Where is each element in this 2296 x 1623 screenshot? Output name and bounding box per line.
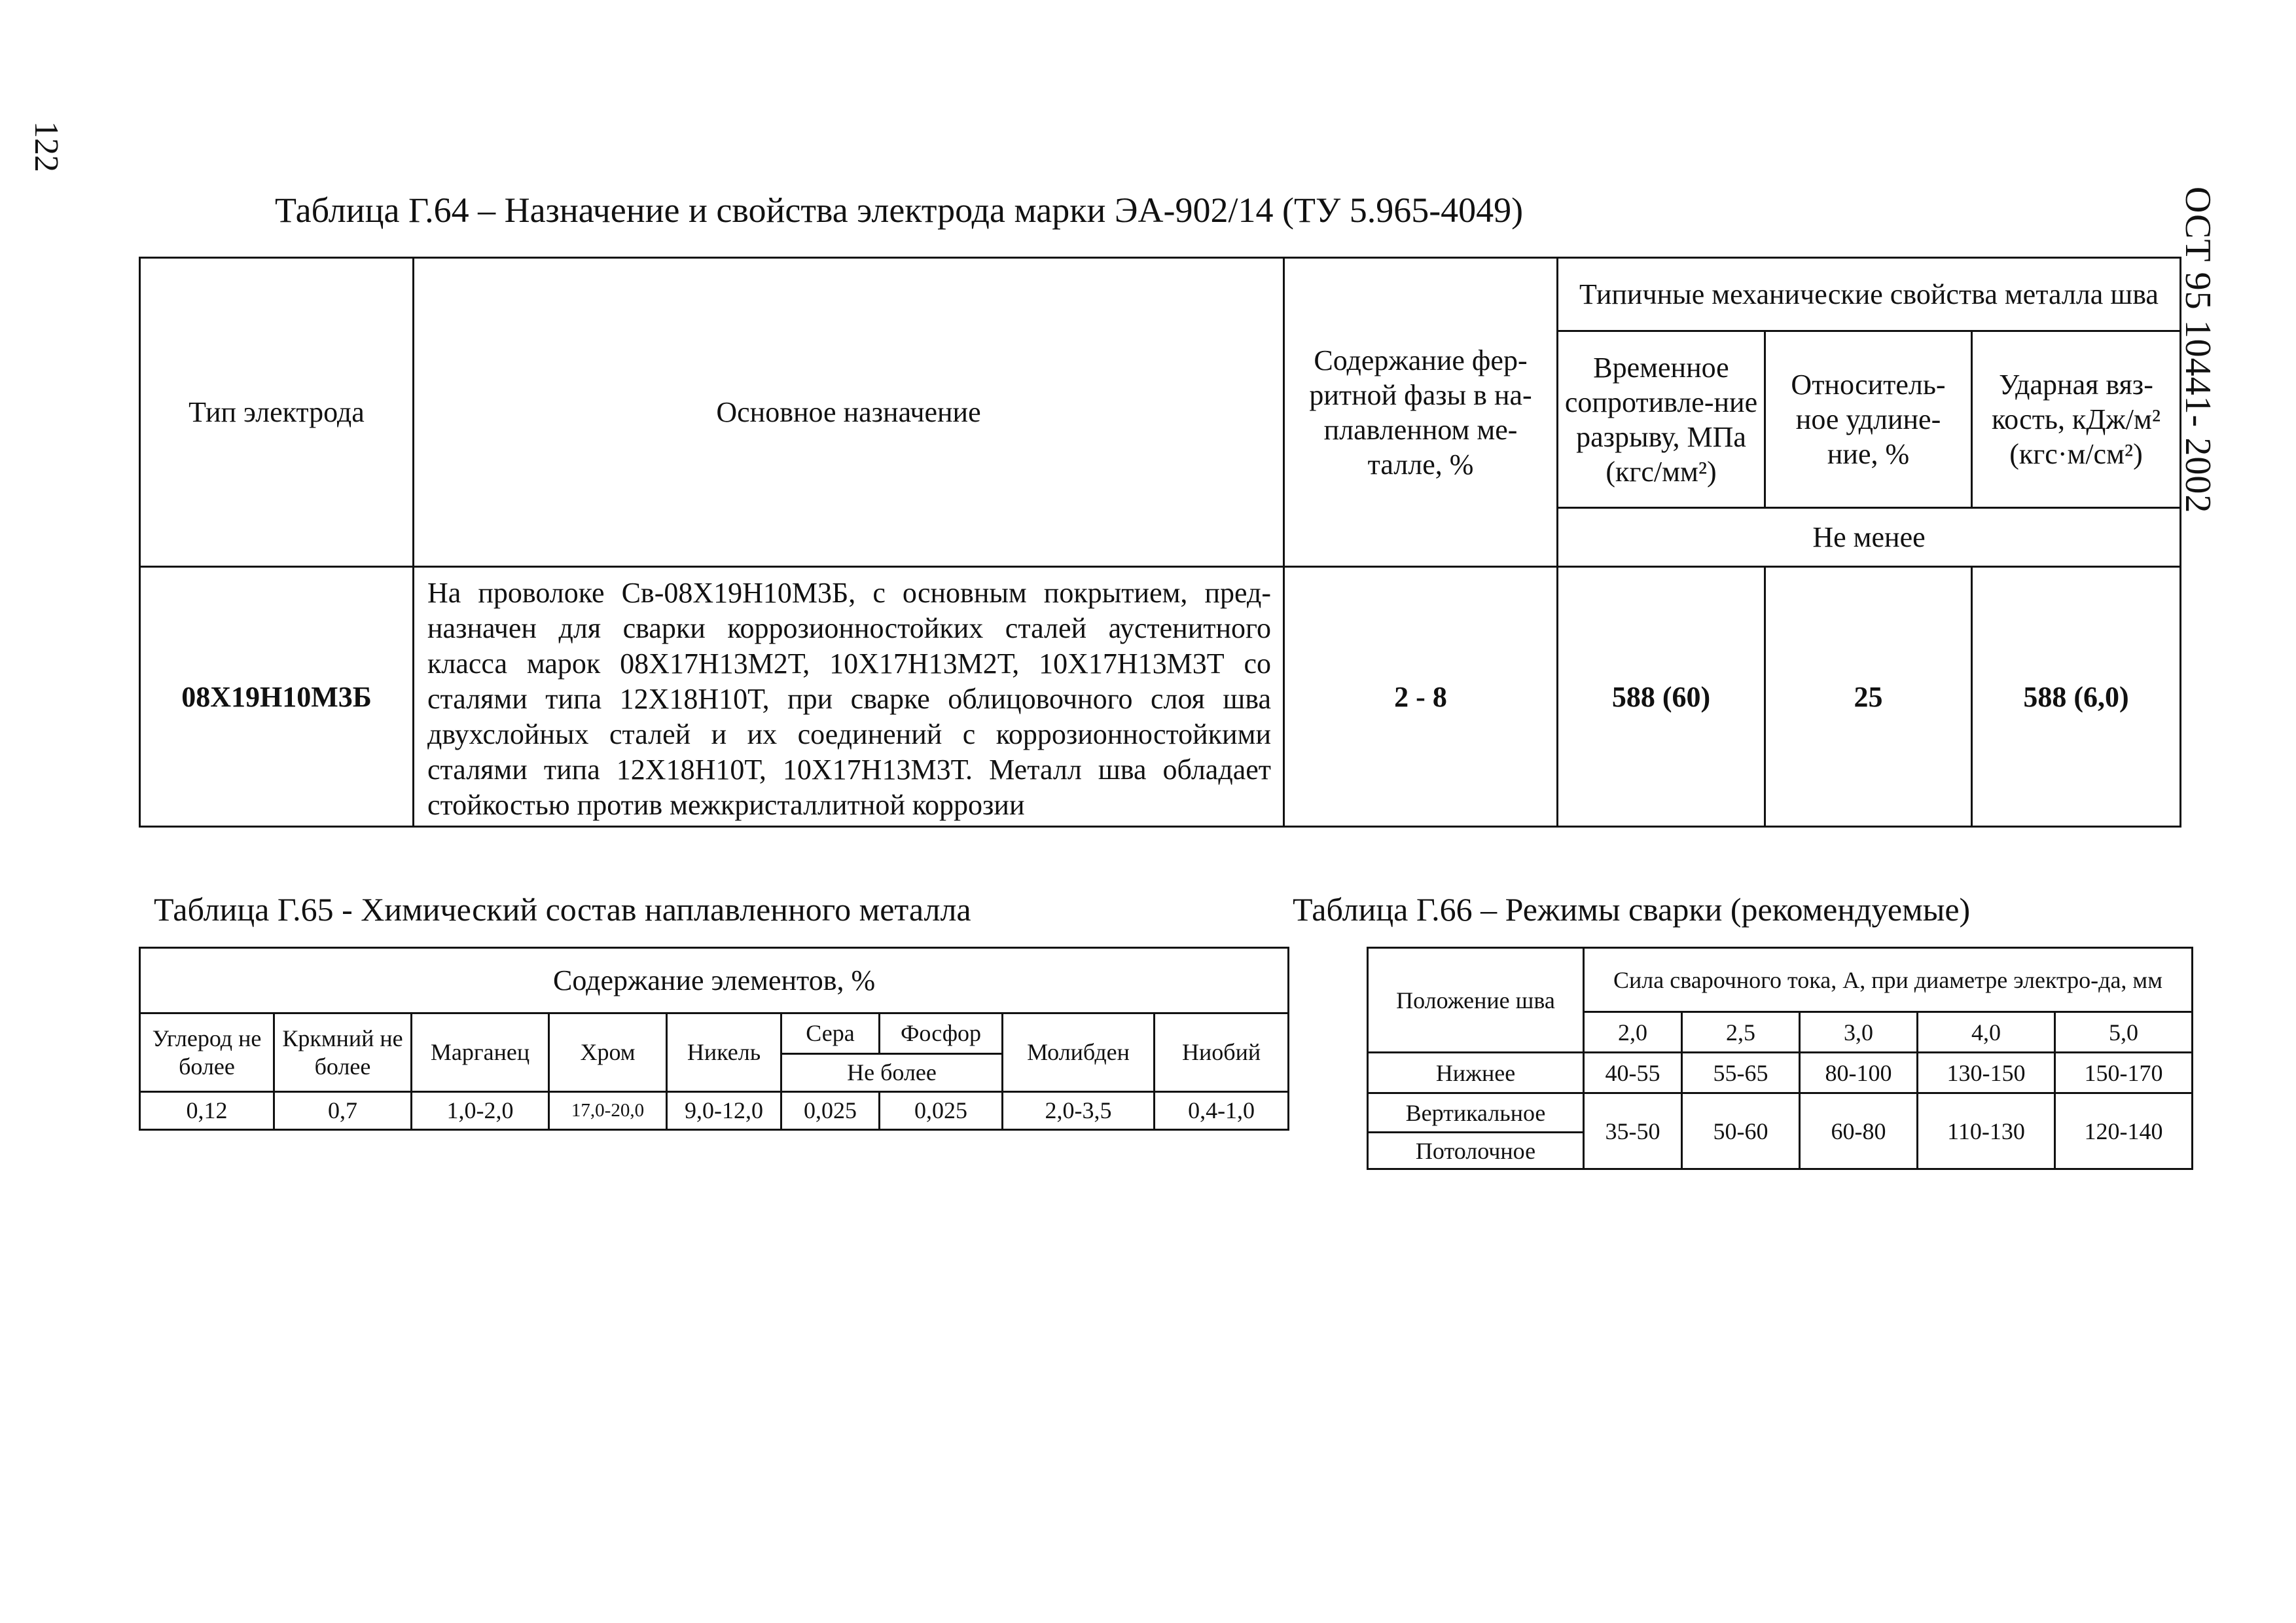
header-tensile xyxy=(1558,331,1765,508)
header-manganese: Марганец xyxy=(412,1013,549,1092)
table64-caption: Таблица Г.64 – Назначение и свойства электрода марки ЭА-902/14 (ТУ 5.965-4049) xyxy=(275,191,1524,230)
cell-current-shared: 110-130 xyxy=(1918,1093,2055,1169)
header-sulfur: Сера xyxy=(781,1013,880,1054)
cell-tensile: 588 (60) xyxy=(1558,567,1765,827)
cell-silicon: 0,7 xyxy=(274,1092,412,1130)
table65-caption: Таблица Г.65 - Химический состав наплавленного металла xyxy=(154,891,971,928)
cell-current-shared: 50-60 xyxy=(1682,1093,1800,1169)
cell-phosphorus: 0,025 xyxy=(880,1092,1003,1130)
header-current: Сила сварочного тока, А, при диаметре электро-да, мм xyxy=(1584,948,2193,1012)
header-diameter: 4,0 xyxy=(1918,1012,2055,1053)
header-niobium: Ниобий xyxy=(1155,1013,1289,1092)
header-tensile-label: Временное сопротивле-ние разрыву, МПа xyxy=(1564,351,1758,453)
header-mech-props: Типичные механические свойства металла шва xyxy=(1558,258,2181,331)
header-electrode-type: Тип электрода xyxy=(140,258,414,567)
cell-nickel: 9,0-12,0 xyxy=(667,1092,781,1130)
table65 xyxy=(139,947,1289,1131)
cell-current: 55-65 xyxy=(1682,1053,1800,1093)
header-not-more: Не более xyxy=(781,1054,1003,1092)
header-purpose: Основное назначение xyxy=(414,258,1284,567)
cell-carbon: 0,12 xyxy=(140,1092,274,1130)
header-impact-unit: (кгс·м/см²) xyxy=(2009,438,2143,470)
header-diameter: 2,0 xyxy=(1584,1012,1682,1053)
header-diameter: 5,0 xyxy=(2055,1012,2193,1053)
cell-position-vertical: Вертикальное xyxy=(1368,1093,1584,1133)
cell-ferrite: 2 - 8 xyxy=(1284,567,1558,827)
header-elongation: Относитель-ное удлине-ние, % xyxy=(1765,331,1972,508)
header-not-less: Не менее xyxy=(1558,508,2181,567)
cell-current-shared: 60-80 xyxy=(1800,1093,1918,1169)
cell-current-shared: 35-50 xyxy=(1584,1093,1682,1169)
cell-molybdenum: 2,0-3,5 xyxy=(1003,1092,1155,1130)
header-phosphorus: Фосфор xyxy=(880,1013,1003,1054)
header-tensile-unit: (кгс/мм²) xyxy=(1605,455,1717,488)
table66 xyxy=(1367,947,2193,1170)
header-ferrite: Содержание фер-ритной фазы в на-плавленном ме-талле, % xyxy=(1284,258,1558,567)
header-silicon: Кркмний не более xyxy=(274,1013,412,1092)
document-code: ОСТ 95 10441- 2002 xyxy=(2178,187,2218,514)
header-molybdenum: Молибден xyxy=(1003,1013,1155,1092)
page-number: 122 xyxy=(27,121,65,172)
cell-chromium: 17,0-20,0 xyxy=(549,1092,667,1130)
header-impact-label: Ударная вяз-кость, кДж/м² xyxy=(1991,369,2161,435)
header-nickel: Никель xyxy=(667,1013,781,1092)
table64 xyxy=(139,257,2181,828)
header-position: Положение шва xyxy=(1368,948,1584,1053)
table66-caption: Таблица Г.66 – Режимы сварки (рекомендуемые) xyxy=(1293,891,1971,928)
cell-manganese: 1,0-2,0 xyxy=(412,1092,549,1130)
header-impact xyxy=(1972,331,2181,508)
cell-position-overhead: Потолочное xyxy=(1368,1133,1584,1169)
cell-impact: 588 (6,0) xyxy=(1972,567,2181,827)
cell-current-shared: 120-140 xyxy=(2055,1093,2193,1169)
cell-niobium: 0,4-1,0 xyxy=(1155,1092,1289,1130)
cell-sulfur: 0,025 xyxy=(781,1092,880,1130)
cell-current: 80-100 xyxy=(1800,1053,1918,1093)
cell-current: 150-170 xyxy=(2055,1053,2193,1093)
cell-elongation: 25 xyxy=(1765,567,1972,827)
cell-position-lower: Нижнее xyxy=(1368,1053,1584,1093)
table65-title: Содержание элементов, % xyxy=(140,948,1289,1013)
header-diameter: 2,5 xyxy=(1682,1012,1800,1053)
cell-purpose: На проволоке Св-08Х19Н10М3Б, с основным покрытием, пред-назначен для сварки коррозионностойких сталей аустенитного класса марок 08Х17Н13М2Т, 10Х17Н13М2Т, 10Х17Н13М3Т со сталями типа 12Х18Н10Т, при сварке облицовочного слоя шва двухслойных сталей и их соединений с коррозионностойкими сталями типа 12Х18Н10Т, 10Х17Н13М3Т. Металл шва обладает стойкостью против межкристаллитной коррозии xyxy=(414,567,1284,827)
header-chromium: Хром xyxy=(549,1013,667,1092)
cell-current: 130-150 xyxy=(1918,1053,2055,1093)
cell-current: 40-55 xyxy=(1584,1053,1682,1093)
header-diameter: 3,0 xyxy=(1800,1012,1918,1053)
cell-electrode-type: 08Х19Н10М3Б xyxy=(140,567,414,827)
header-carbon: Углерод не более xyxy=(140,1013,274,1092)
